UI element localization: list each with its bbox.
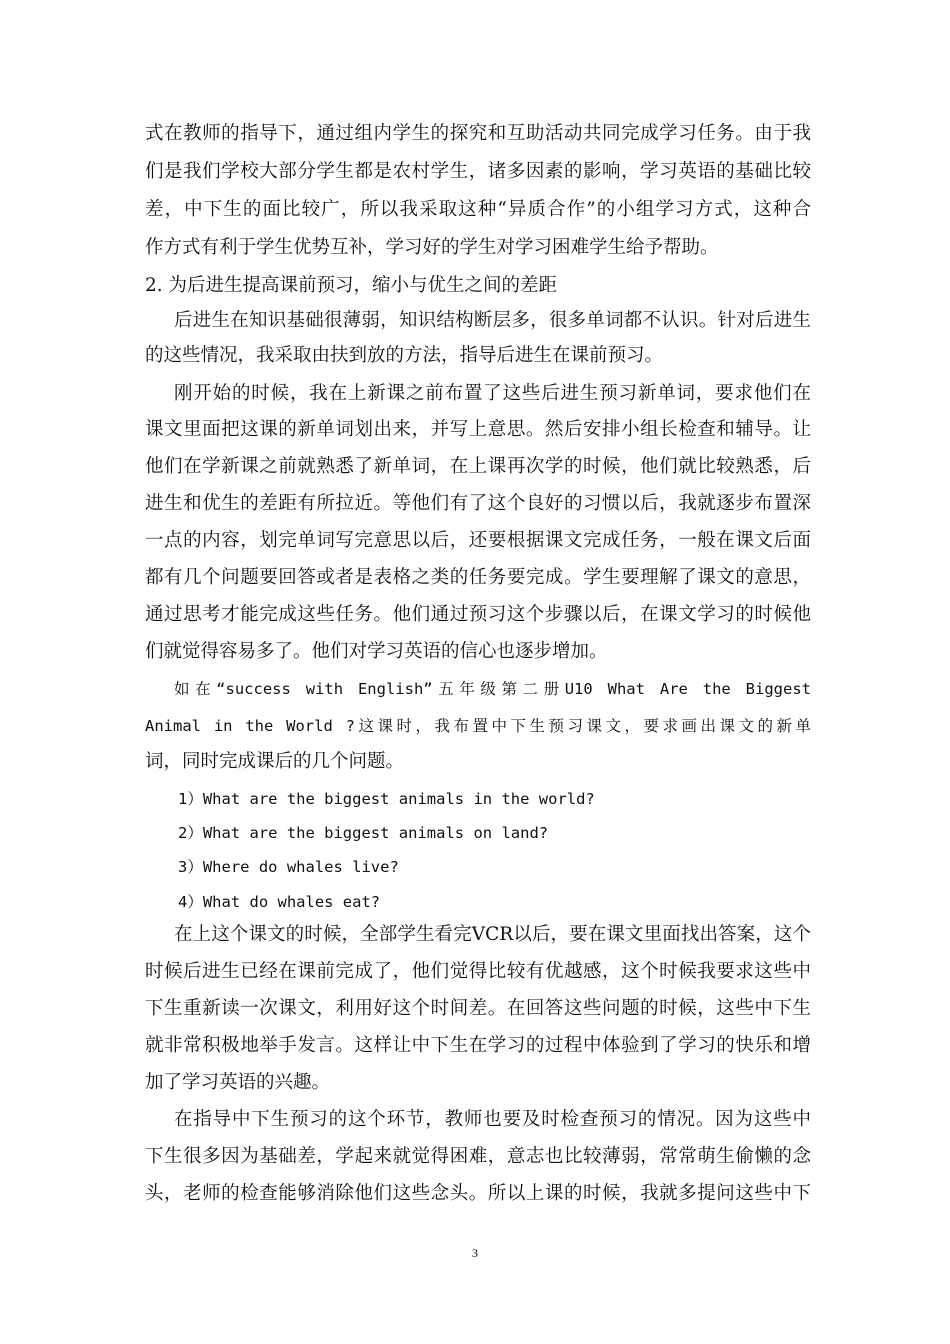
question-item: 2）What are the biggest animals on land? bbox=[178, 824, 549, 842]
paragraph-line: 时候后进生已经在课前完成了，他们觉得比较有优越感，这个时候我要求这些中 bbox=[145, 961, 811, 982]
paragraph-line: 在指导中下生预习的这个环节，教师也要及时检查预习的情况。因为这些中 bbox=[174, 1109, 811, 1130]
paragraph-line: 课文里面把这课的新单词划出来，并写上意思。然后安排小组长检查和辅导。让 bbox=[145, 419, 811, 440]
paragraph-line: 如在“success with English”五年级第二册U10 What Are the Biggest bbox=[174, 680, 811, 698]
question-item: 3）Where do whales live? bbox=[178, 858, 399, 876]
page-number: 3 bbox=[472, 1246, 478, 1260]
paragraph-line: 的这些情况，我采取由扶到放的方法，指导后进生在课前预习。 bbox=[145, 345, 664, 366]
paragraph-line: 通过思考才能完成这些任务。他们通过预习这个步骤以后，在课文学习的时候他 bbox=[145, 604, 811, 625]
paragraph-line: 一点的内容，划完单词写完意思以后，还要根据课文完成任务，一般在课文后面 bbox=[145, 530, 811, 551]
paragraph-line: 加了学习英语的兴趣。 bbox=[145, 1072, 331, 1093]
paragraph-line: 都有几个问题要回答或者是表格之类的任务要完成。学生要理解了课文的意思， bbox=[145, 567, 811, 588]
paragraph-line: 后进生在知识基础很薄弱，知识结构断层多，很多单词都不认识。针对后进生 bbox=[174, 310, 811, 331]
paragraph-line: Animal in the World ?这课时，我布置中下生预习课文，要求画出课文的新单 bbox=[145, 717, 811, 735]
paragraph-line: 们就觉得容易多了。他们对学习英语的信心也逐步增加。 bbox=[145, 641, 608, 662]
paragraph-line: 式在教师的指导下，通过组内学生的探究和互助活动共同完成学习任务。由于我 bbox=[145, 123, 811, 144]
paragraph-line: 下生很多因为基础差，学起来就觉得困难，意志也比较薄弱，常常萌生偷懒的念 bbox=[145, 1146, 811, 1167]
paragraph-line: 词，同时完成课后的几个问题。 bbox=[145, 751, 405, 772]
paragraph-line: 进生和优生的差距有所拉近。等他们有了这个良好的习惯以后，我就逐步布置深 bbox=[145, 493, 811, 514]
paragraph-line: 作方式有利于学生优势互补，学习好的学生对学习困难学生给予帮助。 bbox=[145, 237, 719, 258]
paragraph-line: 下生重新读一次课文，利用好这个时间差。在回答这些问题的时候，这些中下生 bbox=[145, 998, 811, 1019]
paragraph-line: 刚开始的时候，我在上新课之前布置了这些后进生预习新单词，要求他们在 bbox=[174, 383, 811, 404]
paragraph-line: 就非常积极地举手发言。这样让中下生在学习的过程中体验到了学习的快乐和增 bbox=[145, 1035, 811, 1056]
paragraph-line: 差，中下生的面比较广，所以我采取这种“异质合作”的小组学习方式，这种合 bbox=[145, 199, 811, 220]
paragraph-line: 头，老师的检查能够消除他们这些念头。所以上课的时候，我就多提问这些中下 bbox=[145, 1183, 811, 1204]
question-item: 1）What are the biggest animals in the world? bbox=[178, 790, 595, 808]
question-item: 4）What do whales eat? bbox=[178, 893, 381, 911]
paragraph-line: 们是我们学校大部分学生都是农村学生，诸多因素的影响，学习英语的基础比较 bbox=[145, 161, 811, 182]
section-heading: 2. 为后进生提高课前预习，缩小与优生之间的差距 bbox=[145, 275, 558, 296]
paragraph-line: 他们在学新课之前就熟悉了新单词，在上课再次学的时候，他们就比较熟悉，后 bbox=[145, 456, 811, 477]
paragraph-line: 在上这个课文的时候，全部学生看完VCR以后，要在课文里面找出答案，这个 bbox=[174, 924, 811, 945]
